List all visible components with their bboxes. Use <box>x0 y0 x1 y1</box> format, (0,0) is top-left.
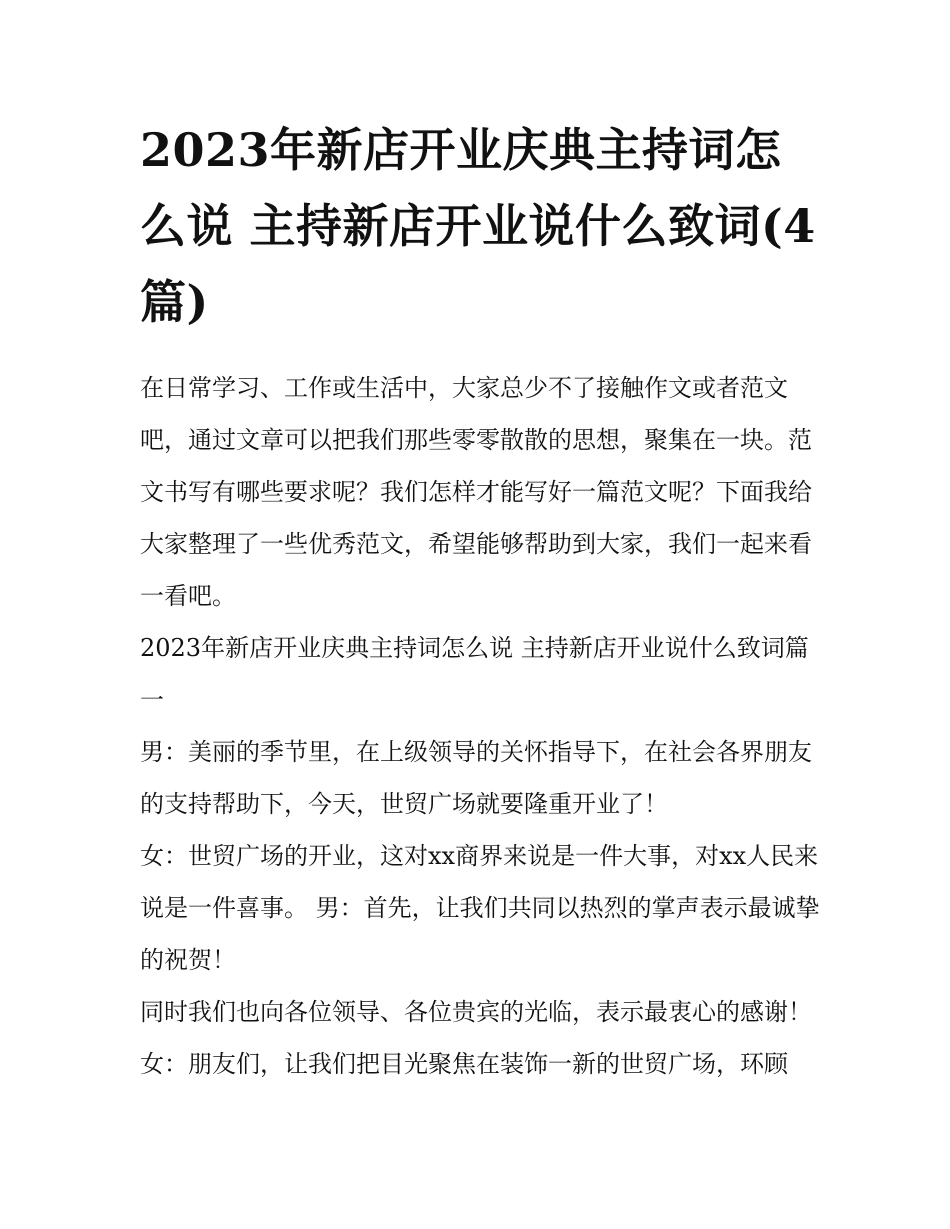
paragraph-section-heading: 2023年新店开业庆典主持词怎么说 主持新店开业说什么致词篇一 <box>140 634 809 714</box>
document-page <box>140 112 820 1090</box>
paragraph-female-host-1: 女：世贸广场的开业，这对xx商界来说是一件大事，对xx人民来说是一件喜事。 男：首先，让我们共同以热烈的掌声表示最诚挚的祝贺！ <box>140 842 820 974</box>
paragraph-female-host-2: 女：朋友们，让我们把目光聚焦在装饰一新的世贸广场，环顾 <box>140 1050 788 1078</box>
paragraph-intro: 在日常学习、工作或生活中，大家总少不了接触作文或者范文吧，通过文章可以把我们那些零零散散的思想，聚集在一块。范文书写有哪些要求呢？我们怎样才能写好一篇范文呢？下面我给大家整理了一些优秀范文，希望能够帮助到大家，我们一起来看一看吧。 <box>140 374 812 610</box>
paragraph-thanks: 同时我们也向各位领导、各位贵宾的光临，表示最衷心的感谢！ <box>140 998 812 1026</box>
document-title: 2023年新店开业庆典主持词怎么说 主持新店开业说什么致词(4篇) <box>140 123 816 329</box>
paragraph-male-host-1: 男：美丽的季节里，在上级领导的关怀指导下，在社会各界朋友的支持帮助下，今天，世贸广场就要隆重开业了！ <box>140 738 812 818</box>
document-body <box>140 362 820 1090</box>
